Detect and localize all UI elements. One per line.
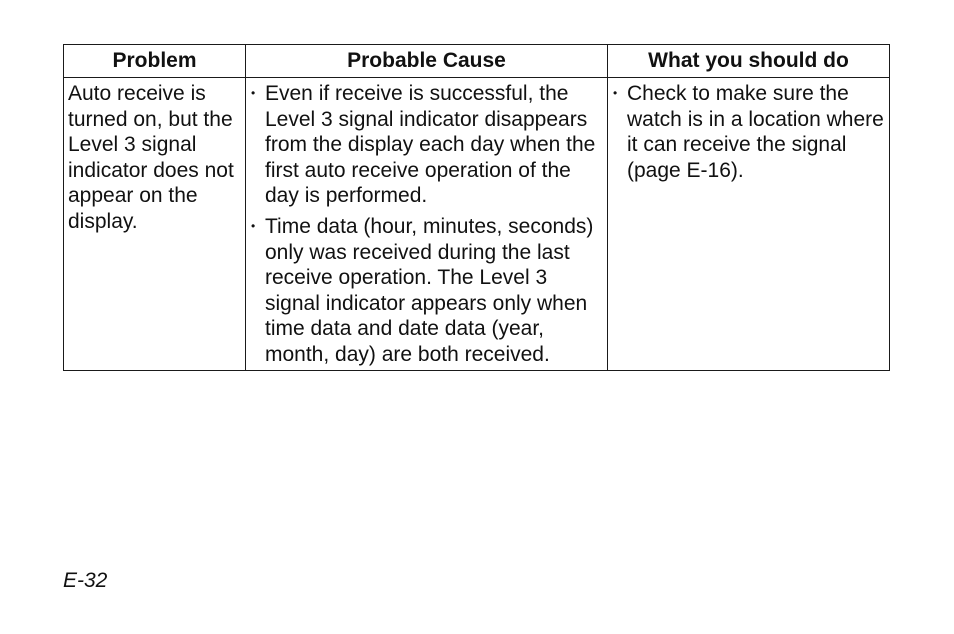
page-number: E-32 bbox=[63, 569, 108, 592]
list-item bbox=[612, 81, 886, 183]
list-item bbox=[250, 81, 604, 209]
bullet-icon: • bbox=[251, 86, 256, 100]
header-probable-cause: Probable Cause bbox=[246, 45, 608, 78]
action-text: Check to make sure the watch is in a location where it can receive the signal (page E-16). bbox=[627, 82, 884, 182]
list-item bbox=[250, 214, 604, 368]
cause-text: Even if receive is successful, the Level 3 signal indicator disappears from the display each day when the first auto receive operation of the day is performed. bbox=[265, 82, 596, 208]
problem-cell: Auto receive is turned on, but the Level 3 signal indicator does not appear on the display. bbox=[64, 78, 246, 371]
header-problem: Problem bbox=[64, 45, 246, 78]
table-header-row bbox=[64, 45, 890, 78]
troubleshooting-table bbox=[63, 44, 890, 371]
header-what-to-do: What you should do bbox=[608, 45, 890, 78]
cause-list bbox=[250, 81, 604, 368]
probable-cause-cell bbox=[246, 78, 608, 371]
table-row bbox=[64, 78, 890, 371]
bullet-icon: • bbox=[251, 218, 256, 233]
cause-text: Time data (hour, minutes, seconds) only was received during the last receive operation. The Level 3 signal indicator appears only when time data and date data (year, month, day) are both received. bbox=[265, 214, 594, 366]
action-list bbox=[612, 81, 886, 183]
action-cell bbox=[608, 78, 890, 371]
bullet-icon: • bbox=[613, 86, 618, 100]
